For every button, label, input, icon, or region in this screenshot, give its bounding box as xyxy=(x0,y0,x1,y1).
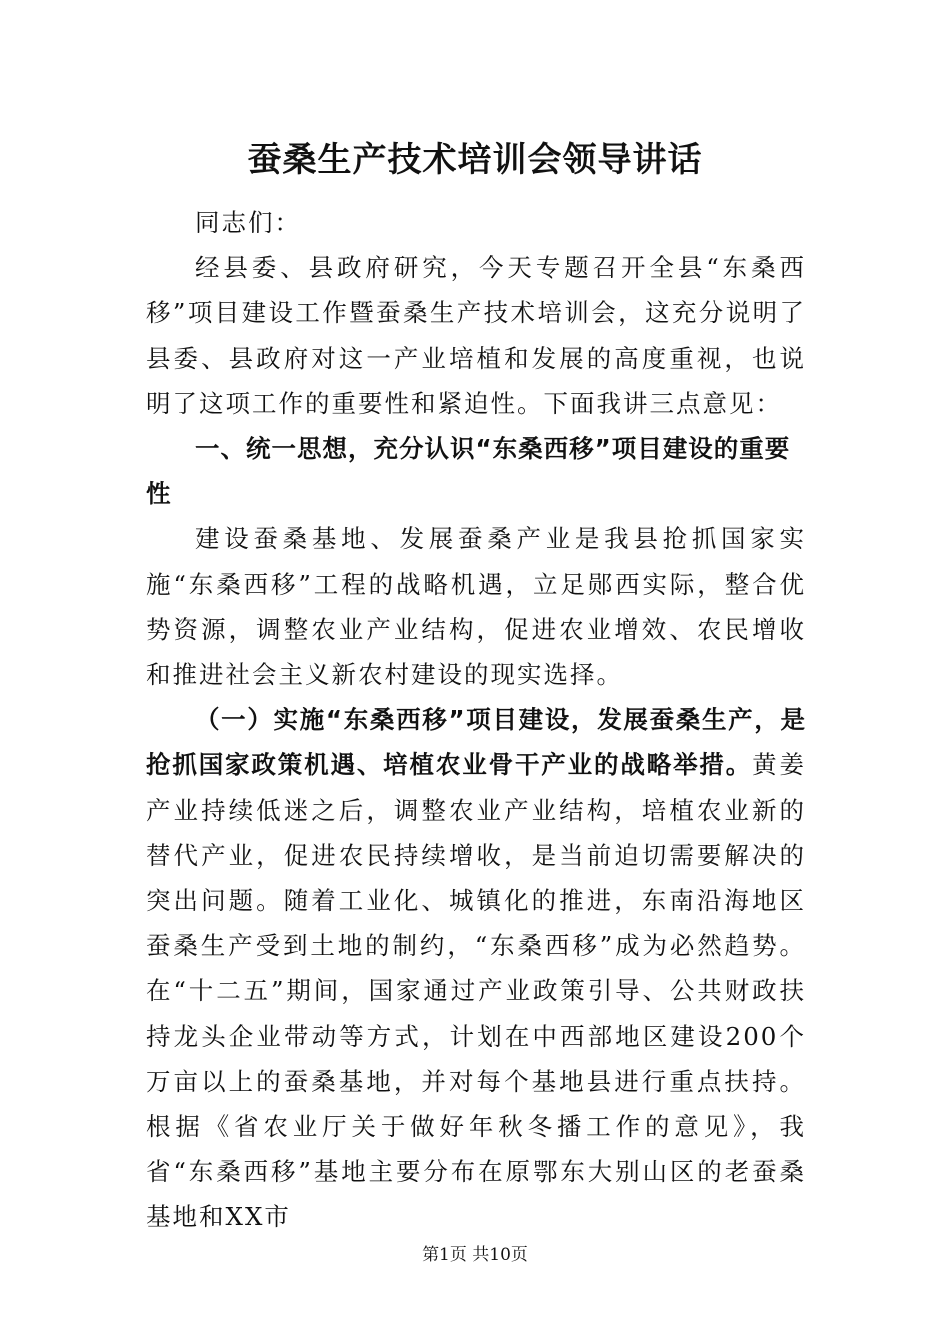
subsection-1-paragraph xyxy=(146,697,806,1239)
document-body xyxy=(146,200,806,1240)
subsection-1-lead: （一）实施“东桑西移”项目建设，发展蚕桑生产，是抢抓国家政策机遇、培植农业骨干产业的战略举措。 xyxy=(146,705,806,780)
page-number: 第1页 共10页 xyxy=(422,1245,528,1265)
intro-paragraph: 经县委、县政府研究，今天专题召开全县“东桑西移”项目建设工作暨蚕桑生产技术培训会，这充分说明了县委、县政府对这一产业培植和发展的高度重视，也说明了这项工作的重要性和紧迫性。下面我讲三点意见： xyxy=(146,253,806,418)
section-1-paragraph: 建设蚕桑基地、发展蚕桑产业是我县抢抓国家实施“东桑西移”工程的战略机遇，立足郧西实际，整合优势资源，调整农业产业结构，促进农业增效、农民增收和推进社会主义新农村建设的现实选择。 xyxy=(146,524,806,690)
subsection-1-body: 黄姜产业持续低迷之后，调整农业产业结构，培植农业新的替代产业，促进农民持续增收，是当前迫切需要解决的突出问题。随着工业化、城镇化的推进，东南沿海地区蚕桑生产受到土地的制约，“东桑西移”成为必然趋势。在“十二五”期间，国家通过产业政策引导、公共财政扶持龙头企业带动等方式，计划在中西部地区建设200个万亩以上的蚕桑基地，并对每个基地县进行重点扶持。根据《省农业厅关于做好年秋冬播工作的意见》，我省“东桑西移”基地主要分布在原鄂东大别山区的老蚕桑基地和XX市 xyxy=(146,750,807,1232)
section-heading-1: 一、统一思想，充分认识“东桑西移”项目建设的重要性 xyxy=(146,434,791,509)
page-title: 蚕桑生产技术培训会领导讲话 xyxy=(247,140,703,180)
salutation: 同志们： xyxy=(195,208,301,237)
